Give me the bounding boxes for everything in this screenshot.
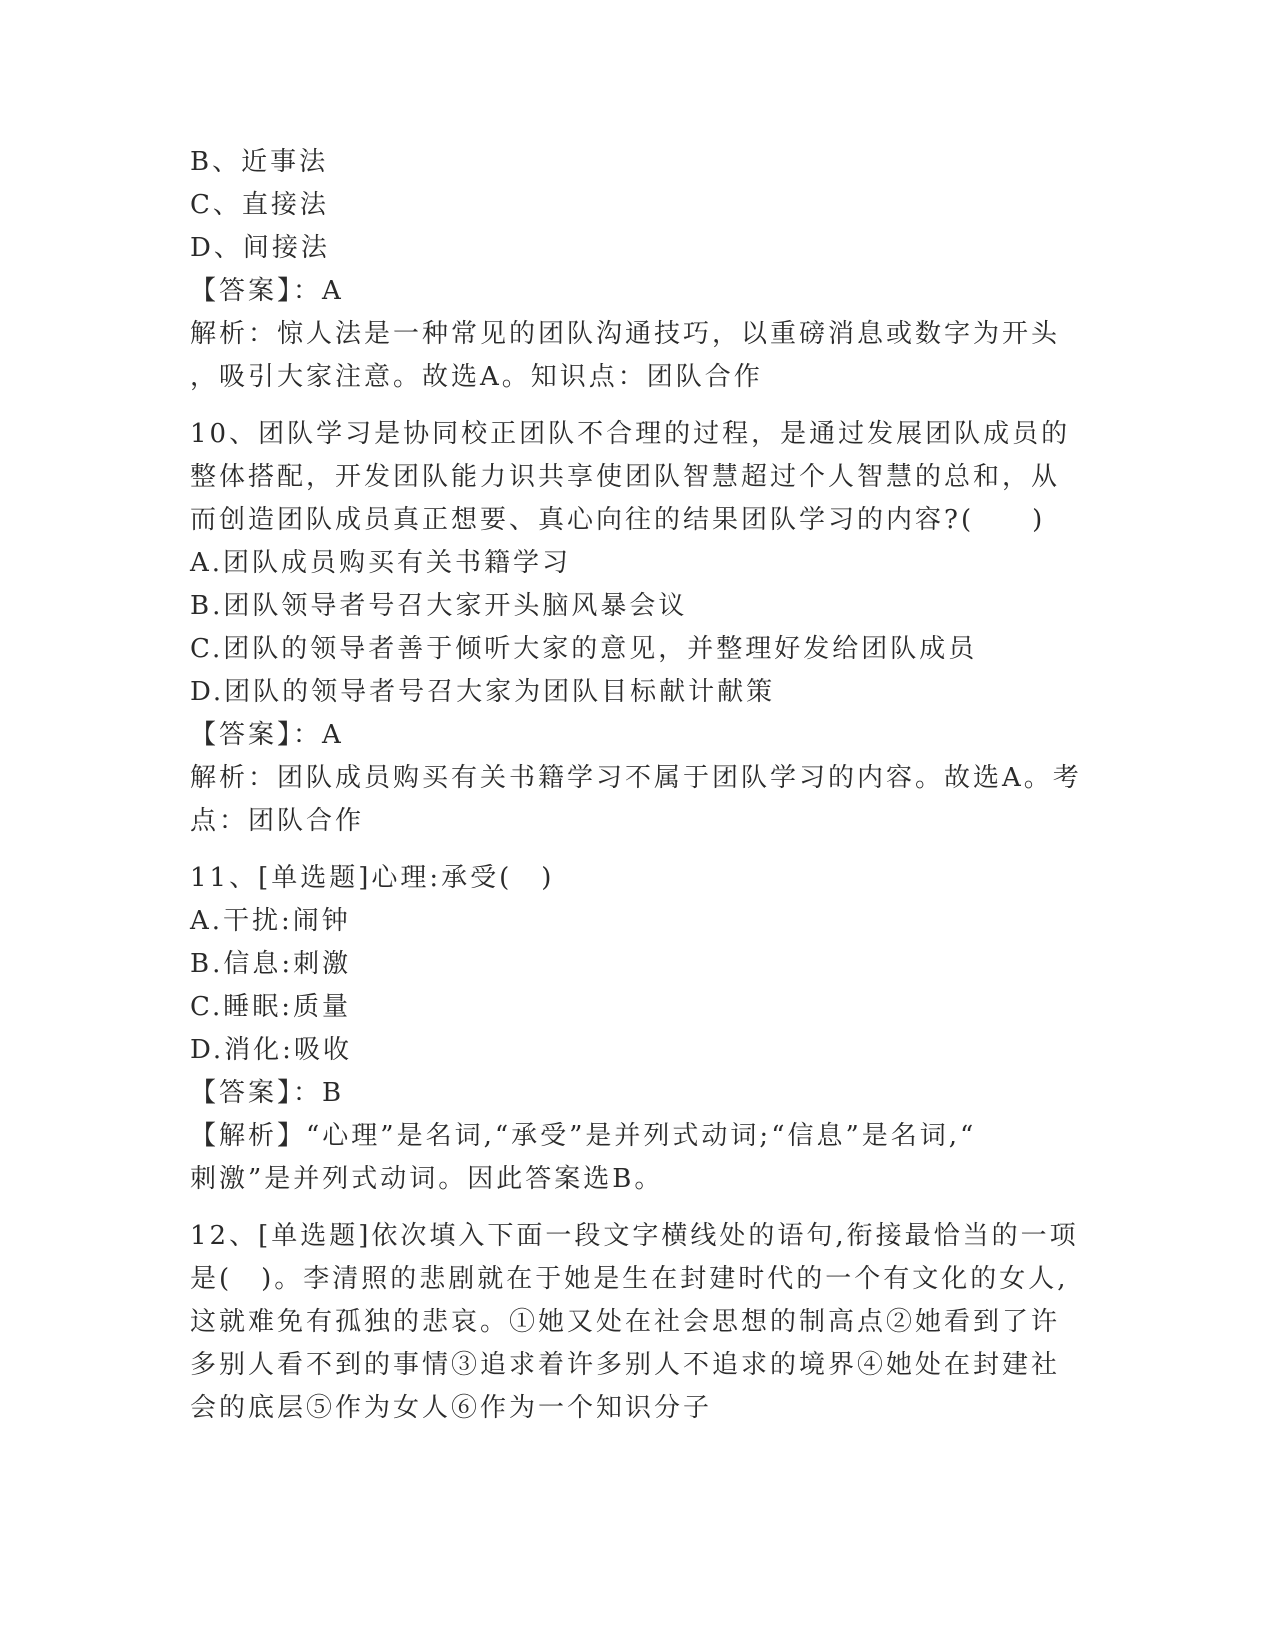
question-10-stem: 而创造团队成员真正想要、真心向往的结果团队学习的内容?( ) — [190, 505, 1046, 535]
analysis-line: 解析：惊人法是一种常见的团队沟通技巧，以重磅消息或数字为开头 — [190, 319, 1061, 349]
question-11-stem: 11、[单选题]心理:承受( ) — [190, 863, 555, 893]
analysis-line: 刺激”是并列式动词。因此答案选B。 — [190, 1164, 664, 1194]
option-a: A.干扰:闹钟 — [190, 906, 351, 936]
answer-line: 【答案】：B — [190, 1078, 345, 1108]
question-gap — [190, 399, 1090, 413]
option-d: D.消化:吸收 — [190, 1035, 352, 1065]
question-10-stem: 10、团队学习是协同校正团队不合理的过程，是通过发展团队成员的 — [190, 419, 1071, 449]
question-gap — [190, 843, 1090, 857]
option-b: B.信息:刺激 — [190, 949, 352, 979]
question-12-stem: 12、[单选题]依次填入下面一段文字横线处的语句,衔接最恰当的一项 — [190, 1221, 1079, 1251]
option-d: D、间接法 — [190, 233, 330, 263]
option-b: B.团队领导者号召大家开头脑风暴会议 — [190, 591, 688, 621]
option-d: D.团队的领导者号召大家为团队目标献计献策 — [190, 677, 776, 707]
question-gap — [190, 1201, 1090, 1215]
question-12-stem: 是( )。李清照的悲剧就在于她是生在封建时代的一个有文化的女人, — [190, 1264, 1069, 1294]
answer-line: 【答案】：A — [190, 720, 344, 750]
analysis-line: 【解析】“心理”是名词,“承受”是并列式动词;“信息”是名词,“ — [190, 1121, 977, 1151]
analysis-line: 解析：团队成员购买有关书籍学习不属于团队学习的内容。故选A。考 — [190, 763, 1082, 793]
option-a: A.团队成员购买有关书籍学习 — [190, 548, 572, 578]
question-12-stem: 会的底层⑤作为女人⑥作为一个知识分子 — [190, 1393, 713, 1423]
answer-line: 【答案】：A — [190, 276, 344, 306]
document-page — [190, 141, 1090, 1430]
question-12-stem: 这就难免有孤独的悲哀。①她又处在社会思想的制高点②她看到了许 — [190, 1307, 1061, 1337]
question-12-stem: 多别人看不到的事情③追求着许多别人不追求的境界④她处在封建社 — [190, 1350, 1061, 1380]
analysis-line: ，吸引大家注意。故选A。知识点：团队合作 — [190, 362, 763, 392]
option-c: C、直接法 — [190, 190, 329, 220]
option-c: C.睡眠:质量 — [190, 992, 351, 1022]
analysis-line: 点：团队合作 — [190, 806, 365, 836]
option-b: B、近事法 — [190, 147, 329, 177]
question-10-stem: 整体搭配，开发团队能力识共享使团队智慧超过个人智慧的总和，从 — [190, 462, 1061, 492]
option-c: C.团队的领导者善于倾听大家的意见，并整理好发给团队成员 — [190, 634, 978, 664]
